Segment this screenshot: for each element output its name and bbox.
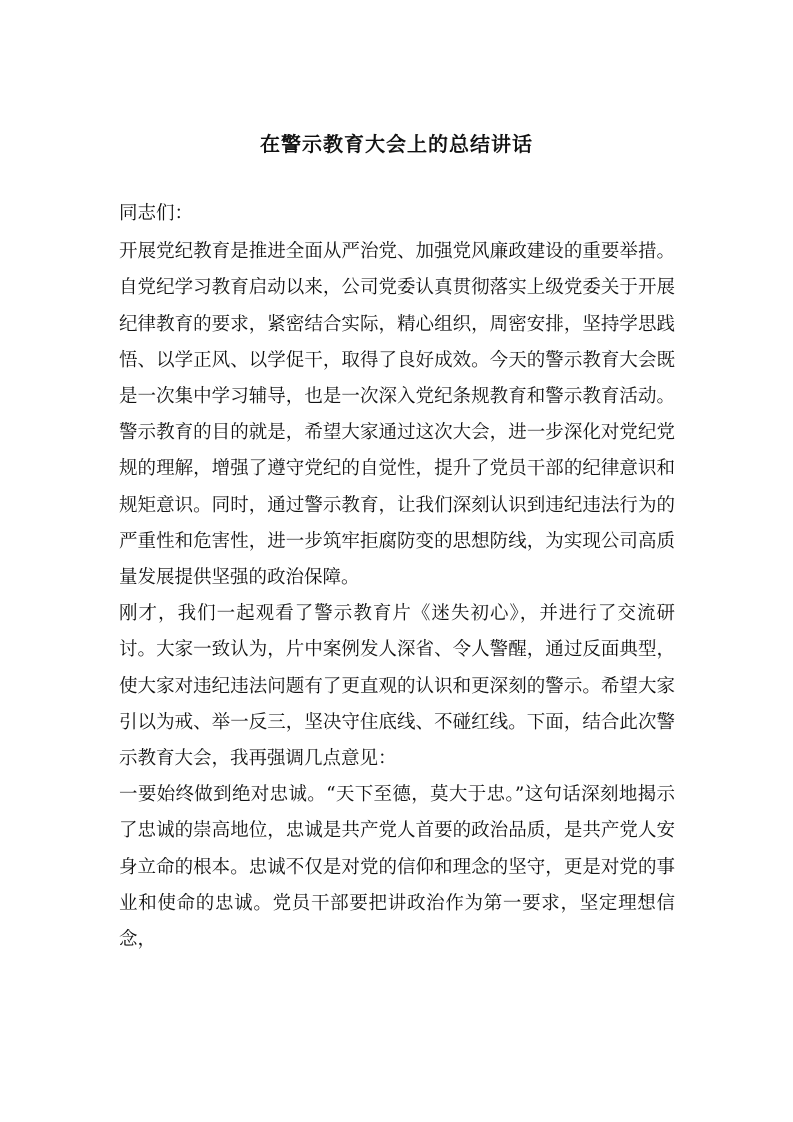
paragraph-2: 刚才，我们一起观看了警示教育片《迷失初心》，并进行了交流研讨。大家一致认为，片中案例发人深省、令人警醒，通过反面典型，使大家对违纪违法问题有了更直观的认识和更深刻的警示。希望大家引以为戒、举一反三，坚决守住底线、不碰红线。下面，结合此次警示教育大会，我再强调几点意见： (119, 603, 675, 770)
paragraph-3: 一要始终做到绝对忠诚。“天下至德，莫大于忠。”这句话深刻地揭示了忠诚的崇高地位，忠诚是共产党人首要的政治品质，是共产党人安身立命的根本。忠诚不仅是对党的信仰和理念的坚守，更是对党的事业和使命的忠诚。党员干部要把讲政治作为第一要求，坚定理想信念， (119, 784, 675, 951)
paragraph-1: 开展党纪教育是推进全面从严治党、加强党风廉政建设的重要举措。自党纪学习教育启动以来，公司党委认真贯彻落实上级党委关于开展纪律教育的要求，紧密结合实际，精心组织，周密安排，坚持学思践悟、以学正风、以学促干，取得了良好成效。今天的警示教育大会既是一次集中学习辅导，也是一次深入党纪条规教育和警示教育活动。警示教育的目的就是，希望大家通过这次大会，进一步深化对党纪党规的理解，增强了遵守党纪的自觉性，提升了党员干部的纪律意识和规矩意识。同时，通过警示教育，让我们深刻认识到违纪违法行为的严重性和危害性，进一步筑牢拒腐防变的思想防线，为实现公司高质量发展提供坚强的政治保障。 (119, 241, 675, 589)
document-title: 在警示教育大会上的总结讲话 (260, 132, 533, 156)
salutation: 同志们： (119, 203, 194, 224)
document-body (119, 196, 675, 958)
